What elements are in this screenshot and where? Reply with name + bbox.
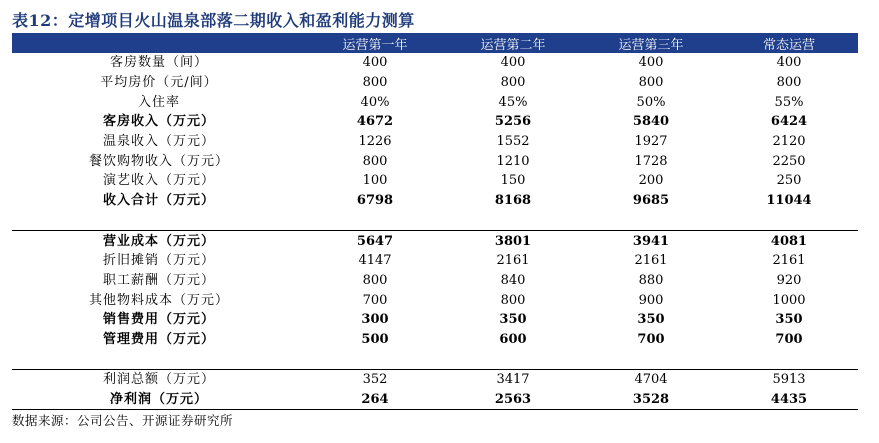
row-label: 利润总额（万元） [12,370,306,390]
value-cell: 5913 [720,370,858,390]
value-cell [444,349,582,369]
value-cell: 1226 [358,134,392,150]
value-cell: 11044 [766,193,812,209]
value-cell [720,349,858,369]
row-label: 收入合计（万元） [102,193,215,209]
value-cell: 350 [499,312,527,328]
value-cell: 1210 [496,153,530,169]
table-row [12,171,858,191]
value-cell: 4435 [720,390,858,410]
table-row [12,349,858,369]
value-cell [582,349,720,369]
table-row [12,271,858,291]
table-row [12,132,858,152]
table-row [12,191,858,211]
value-cell: 5256 [494,114,532,130]
row-label: 管理费用（万元） [102,331,215,347]
header-row [12,33,858,53]
table-row [12,151,858,171]
value-cell: 3417 [444,370,582,390]
value-cell: 500 [361,331,389,347]
value-cell: 250 [776,173,802,189]
value-cell: 50% [636,94,666,110]
value-cell: 5647 [306,231,444,251]
row-label: 折旧摊销（万元） [102,253,215,269]
table-row [12,330,858,350]
row-label: 营业成本（万元） [12,231,306,251]
value-cell: 4704 [582,370,720,390]
value-cell: 2250 [772,153,806,169]
value-cell: 3941 [582,231,720,251]
row-label [12,349,306,369]
header-cell: 常态运营 [720,33,858,53]
table-row [12,73,858,93]
value-cell: 400 [500,55,526,71]
table-row [12,211,858,231]
value-cell: 800 [500,75,526,91]
value-cell: 150 [500,173,526,189]
row-label: 客房收入（万元） [102,114,215,130]
header-cell: 运营第一年 [306,33,444,53]
value-cell: 40% [360,94,390,110]
value-cell: 100 [362,173,388,189]
value-cell: 5840 [632,114,670,130]
value-cell: 6798 [356,193,394,209]
value-cell [306,211,444,231]
row-label: 职工薪酬（万元） [102,272,215,288]
value-cell [444,211,582,231]
value-cell: 920 [776,272,802,288]
table-row [12,290,858,310]
value-cell [720,211,858,231]
table-title: 表12：定增项目火山温泉部落二期收入和盈利能力测算 [12,11,415,30]
value-cell: 800 [500,292,526,308]
value-cell: 2161 [634,253,668,269]
value-cell: 3528 [582,390,720,410]
value-cell: 800 [362,75,388,91]
value-cell: 400 [638,55,664,71]
header-cell: 运营第二年 [444,33,582,53]
row-label: 净利润（万元） [12,390,306,410]
table-row [12,231,858,251]
value-cell: 800 [362,153,388,169]
table-row [12,370,858,390]
value-cell: 300 [361,312,389,328]
value-cell: 55% [774,94,804,110]
value-cell: 4081 [720,231,858,251]
value-cell: 350 [637,312,665,328]
value-cell: 400 [776,55,802,71]
value-cell: 2161 [496,253,530,269]
row-label: 入住率 [137,94,180,110]
value-cell: 700 [362,292,388,308]
value-cell: 1552 [496,134,530,150]
row-label: 温泉收入（万元） [102,134,215,150]
row-label [12,211,306,231]
header-cell: 运营第三年 [582,33,720,53]
value-cell: 3801 [444,231,582,251]
value-cell: 4147 [358,253,392,269]
value-cell: 880 [638,272,664,288]
value-cell: 8168 [494,193,532,209]
row-label: 客房数量（间） [109,55,208,71]
value-cell: 9685 [632,193,670,209]
value-cell: 352 [306,370,444,390]
value-cell: 4672 [356,114,394,130]
value-cell: 800 [362,272,388,288]
row-label: 销售费用（万元） [102,312,215,328]
value-cell: 840 [500,272,526,288]
value-cell: 2161 [772,253,806,269]
table-row [12,310,858,330]
table-row [12,390,858,410]
header-cell [12,33,306,53]
row-label: 演艺收入（万元） [102,173,215,189]
row-label: 其他物料成本（万元） [88,292,229,308]
value-cell: 2563 [444,390,582,410]
value-cell: 45% [498,94,528,110]
value-cell: 1000 [772,292,806,308]
row-label: 餐饮购物收入（万元） [88,153,229,169]
value-cell: 200 [638,173,664,189]
value-cell [306,349,444,369]
value-cell: 800 [638,75,664,91]
table-row [12,251,858,271]
source-note: 数据来源：公司公告、开源证券研究所 [12,413,234,428]
value-cell: 900 [638,292,664,308]
table-row [12,53,858,73]
table-row [12,92,858,112]
value-cell: 800 [776,75,802,91]
value-cell: 1728 [634,153,668,169]
table-row [12,112,858,132]
value-cell: 1927 [634,134,668,150]
value-cell: 6424 [770,114,808,130]
value-cell: 600 [499,331,527,347]
value-cell: 400 [362,55,388,71]
value-cell: 350 [775,312,803,328]
row-label: 平均房价（元/间） [100,75,218,91]
value-cell: 2120 [772,134,806,150]
value-cell [582,211,720,231]
data-table [12,33,858,410]
value-cell: 264 [306,390,444,410]
value-cell: 700 [775,331,803,347]
value-cell: 700 [637,331,665,347]
